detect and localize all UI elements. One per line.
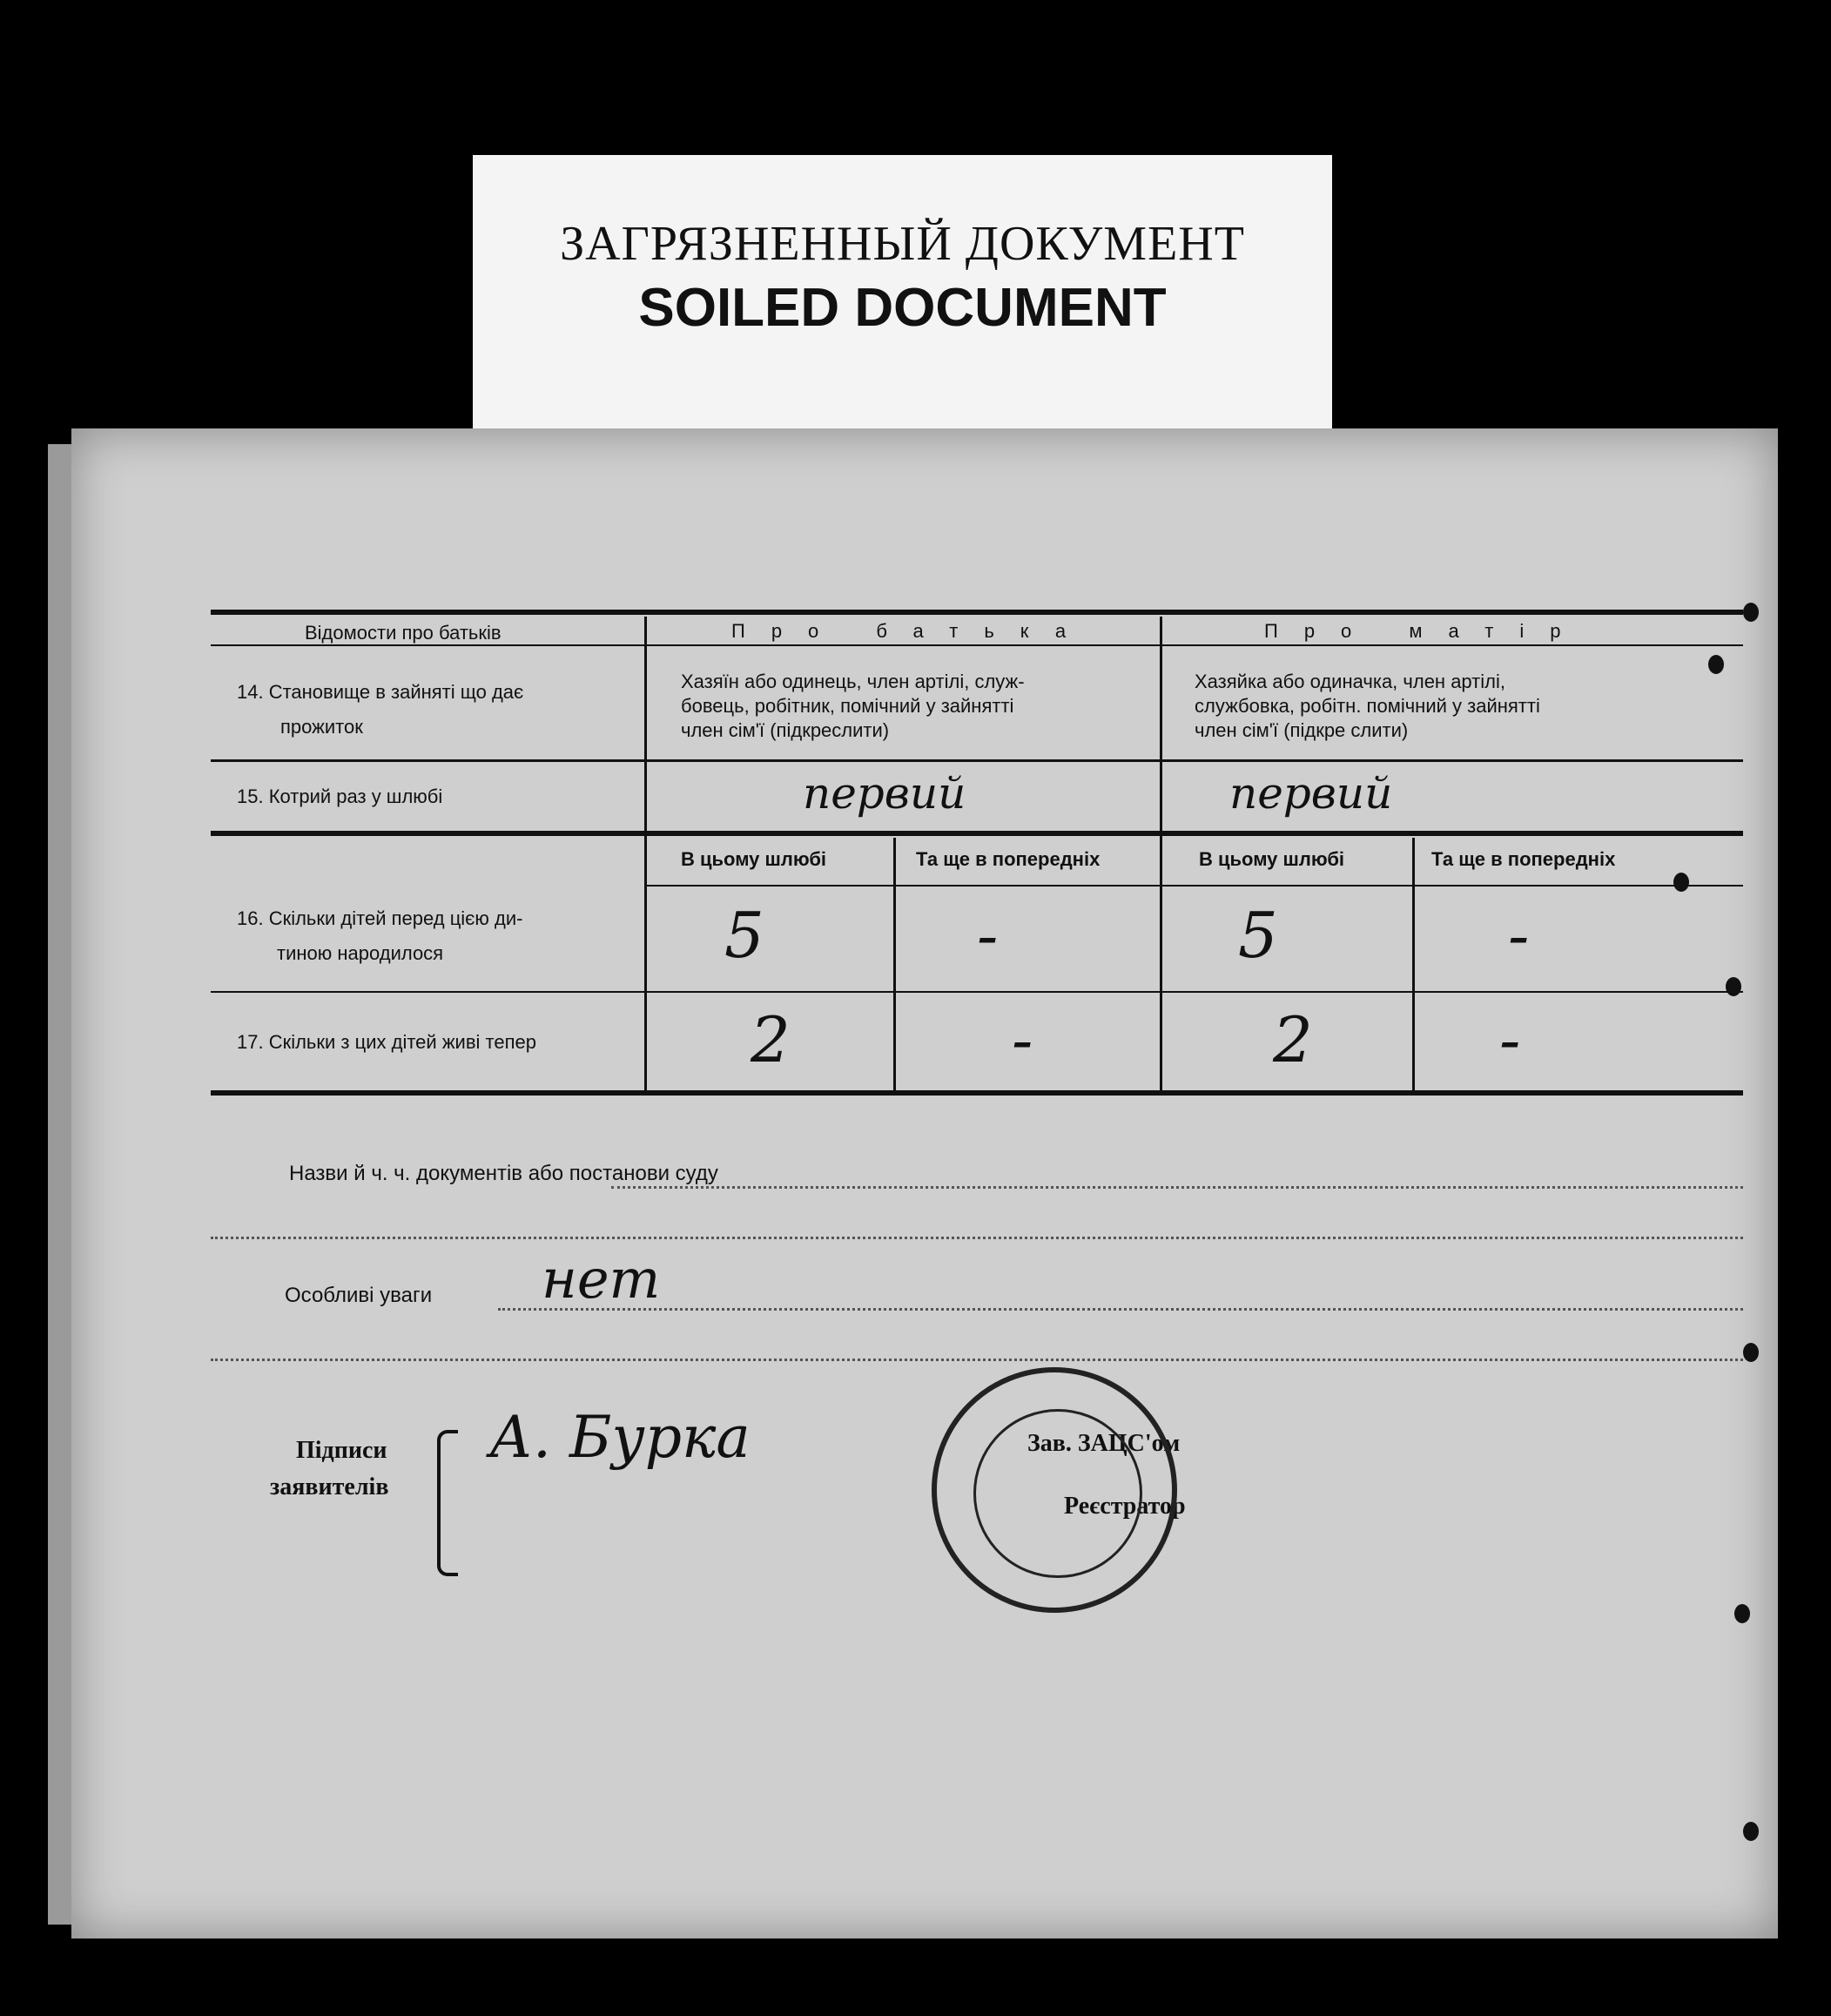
header-parents-info: Відомости про батьків [305,622,502,644]
special-notes-line-2 [211,1359,1743,1361]
row16-father-previous: - [977,899,999,972]
row17-father-previous: - [1012,1003,1033,1076]
punch-hole [1708,655,1724,674]
subheader-mother-this-marriage: В цьому шлюбі [1199,848,1345,870]
head-zags-label: Зав. ЗАЦС'ом [1027,1430,1181,1457]
signatures-label: Підписи [296,1437,387,1464]
subheader-mother-previous: Та ще в попередніх [1431,848,1616,870]
punch-hole [1743,1343,1759,1362]
row15-mother-value: первий [1229,768,1393,819]
row17-mother-this: 2 [1273,1003,1313,1076]
table-header-rule [211,644,1743,646]
punch-hole [1743,1822,1759,1841]
official-stamp [932,1367,1177,1613]
row-divider [211,991,1743,993]
punch-hole [1743,603,1759,622]
subheader-father-this-marriage: В цьому шлюбі [681,848,827,870]
punch-hole [1673,873,1689,892]
row14-label-cont: прожиток [280,716,363,738]
table-top-rule [211,610,1743,615]
soiled-document-label [473,155,1332,434]
paper-edge [48,444,74,1925]
documents-line [611,1186,1743,1189]
row-divider [211,831,1743,836]
row14-mother-options: Хазяйка або одиначка, член артілі, [1195,671,1505,692]
header-father: Про батька [731,620,1093,642]
special-notes-line [498,1308,1743,1311]
header-mother: Про матір [1264,620,1587,642]
row14-mother-options: член сім'ї (підкре слити) [1195,719,1409,741]
subheader-father-previous: Та ще в попередніх [916,848,1101,870]
row16-father-this: 5 [724,899,764,972]
label-russian: ЗАГРЯЗНЕННЫЙ ДОКУМЕНТ [560,217,1245,271]
label-english: SOILED DOCUMENT [638,278,1167,338]
punch-hole [1734,1604,1750,1623]
row17-label: 17. Скільки з цих дітей живі тепер [237,1031,536,1053]
row14-father-options: бовець, робітник, помічний у зайнятті [681,695,1014,717]
row14-mother-options: службовка, робітн. помічний у зайнятті [1195,695,1540,717]
row16-label-cont: тиною народилося [277,942,444,964]
applicant-signature: А. Бурка [489,1404,751,1471]
signatures-label-cont: заявителів [270,1473,389,1500]
row-divider [211,759,1743,762]
row16-label: 16. Скільки дітей перед цією ди- [237,907,523,929]
row14-father-options: член сім'ї (підкреслити) [681,719,890,741]
official-stamp-inner [973,1409,1142,1578]
column-divider [1412,838,1415,1090]
row16-mother-this: 5 [1238,899,1278,972]
column-divider [644,617,647,1092]
row17-mother-previous: - [1499,1003,1521,1076]
table-bottom-rule [211,1090,1743,1096]
registrar-label: Реєстратор [1064,1493,1186,1520]
row16-mother-previous: - [1508,899,1530,972]
documents-line-2 [211,1237,1743,1239]
row14-father-options: Хазяїн або одинець, член артілі, служ- [681,671,1025,692]
row17-father-this: 2 [751,1003,791,1076]
special-notes-label: Особливі уваги [285,1284,433,1307]
punch-hole [1726,977,1741,996]
signatures-bracket [437,1430,458,1576]
row15-father-value: первий [803,768,966,819]
subheader-rule [646,885,1743,887]
special-notes-value: нет [542,1247,661,1311]
documents-label: Назви й ч. ч. документів або постанови суду [289,1162,718,1185]
column-divider [893,838,896,1090]
row14-label: 14. Становище в зайняті що дає [237,681,524,703]
row15-label: 15. Котрий раз у шлюбі [237,785,443,807]
column-divider [1160,617,1162,1092]
form-sheet [71,428,1778,1938]
